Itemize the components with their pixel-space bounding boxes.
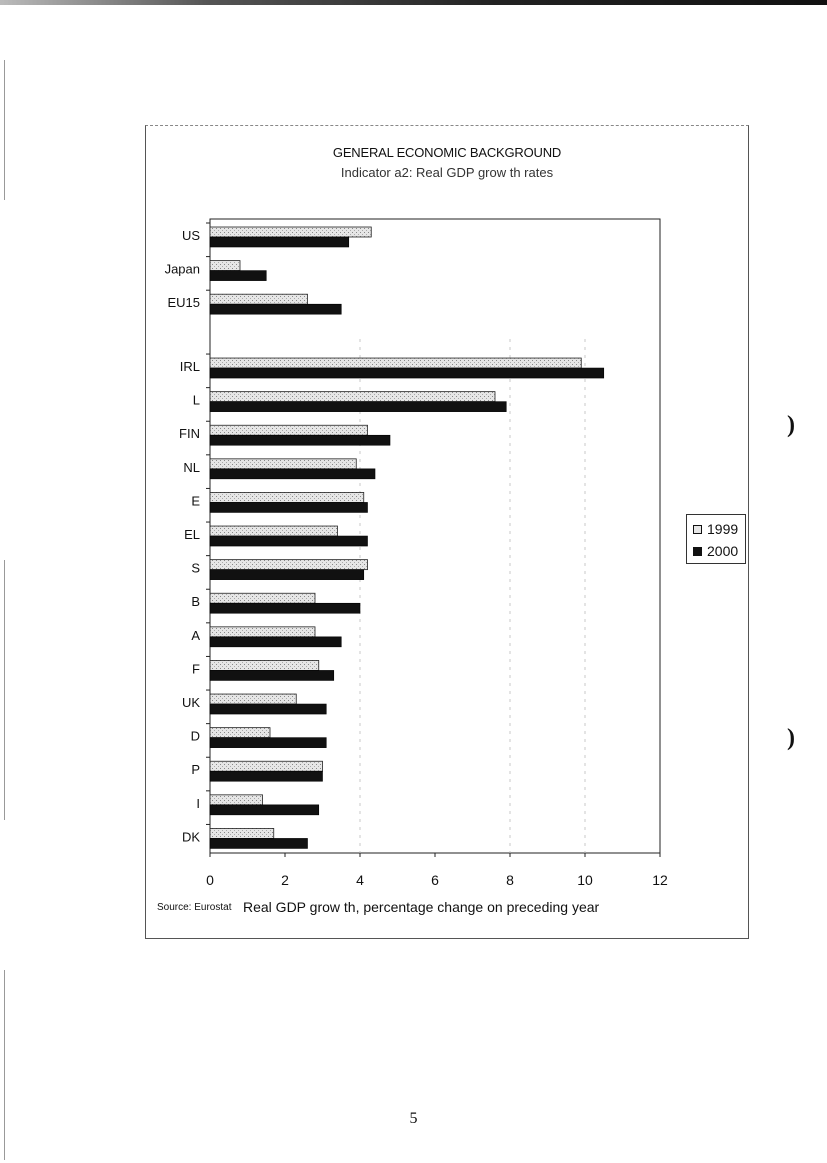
- y-tick-label-E: E: [191, 493, 200, 509]
- bar-2000-FIN: [210, 435, 390, 445]
- bar-1999-D: [210, 728, 270, 738]
- y-tick-label-IRL: IRL: [179, 359, 200, 375]
- bar-1999-P: [210, 761, 323, 771]
- bar-2000-EU15: [210, 304, 341, 314]
- bar-2000-DK: [210, 838, 308, 848]
- bar-2000-NL: [210, 469, 375, 479]
- legend-item-2000: [693, 542, 738, 560]
- y-tick-label-UK: UK: [181, 695, 200, 711]
- bar-1999-I: [210, 795, 263, 805]
- page-number: 5: [409, 1110, 418, 1127]
- x-tick-label: 0: [206, 872, 214, 888]
- legend-swatch-2000: [693, 547, 702, 556]
- legend-item-1999: [693, 520, 738, 538]
- y-tick-label-I: I: [196, 795, 200, 811]
- bar-1999-US: [210, 227, 371, 237]
- legend-label-2000: 2000: [707, 543, 739, 559]
- bar-1999-FIN: [210, 425, 368, 435]
- bar-1999-L: [210, 392, 495, 402]
- bar-1999-B: [210, 593, 315, 603]
- x-tick-label: 4: [356, 872, 364, 888]
- y-tick-label-D: D: [190, 728, 200, 744]
- bar-2000-F: [210, 670, 334, 680]
- bar-1999-A: [210, 627, 315, 637]
- bar-2000-UK: [210, 704, 326, 714]
- y-tick-label-FIN: FIN: [179, 426, 200, 442]
- margin-mark: ): [787, 412, 795, 438]
- source-note: Source: Eurostat: [157, 902, 232, 913]
- y-tick-label-S: S: [191, 560, 200, 576]
- x-tick-label: 10: [577, 872, 593, 888]
- chart-legend: [686, 514, 746, 564]
- bar-2000-I: [210, 805, 319, 815]
- y-tick-label-P: P: [191, 762, 200, 778]
- bar-2000-EL: [210, 536, 368, 546]
- x-axis-label: Real GDP grow th, percentage change on preceding year: [243, 899, 600, 915]
- bar-2000-Japan: [210, 271, 266, 281]
- bar-2000-B: [210, 603, 360, 613]
- bar-1999-DK: [210, 828, 274, 838]
- bar-1999-IRL: [210, 358, 581, 368]
- chart-subtitle: Indicator a2: Real GDP grow th rates: [340, 165, 554, 180]
- x-tick-label: 8: [506, 872, 514, 888]
- y-tick-label-US: US: [181, 228, 200, 243]
- y-tick-label-NL: NL: [183, 459, 200, 475]
- bar-2000-IRL: [210, 368, 604, 378]
- x-tick-label: 2: [281, 872, 289, 888]
- chart-title: GENERAL ECONOMIC BACKGROUND: [332, 145, 562, 160]
- y-tick-label-F: F: [192, 661, 200, 677]
- y-tick-label-EL: EL: [184, 527, 200, 543]
- x-tick-label: 12: [652, 872, 668, 888]
- bar-2000-D: [210, 738, 326, 748]
- y-tick-label-A: A: [191, 627, 200, 643]
- y-tick-label-L: L: [192, 392, 200, 408]
- legend-label-1999: 1999: [707, 521, 739, 537]
- legend-swatch-1999: [693, 525, 702, 534]
- bar-1999-EU15: [210, 294, 308, 304]
- bar-2000-L: [210, 402, 506, 412]
- y-tick-label-EU15: EU15: [167, 295, 200, 311]
- bar-1999-F: [210, 660, 319, 670]
- x-tick-label: 6: [431, 872, 439, 888]
- y-tick-label-B: B: [191, 594, 200, 610]
- bar-1999-UK: [210, 694, 296, 704]
- bar-1999-S: [210, 560, 368, 570]
- bar-2000-S: [210, 570, 364, 580]
- bar-2000-P: [210, 771, 323, 781]
- y-tick-label-DK: DK: [181, 829, 200, 845]
- bar-2000-E: [210, 502, 368, 512]
- bar-2000-US: [210, 237, 349, 247]
- margin-mark: ): [787, 725, 795, 751]
- bar-1999-EL: [210, 526, 338, 536]
- bar-1999-Japan: [210, 261, 240, 271]
- y-tick-label-Japan: Japan: [164, 261, 200, 277]
- bar-1999-E: [210, 492, 364, 502]
- bar-1999-NL: [210, 459, 356, 469]
- bar-2000-A: [210, 637, 341, 647]
